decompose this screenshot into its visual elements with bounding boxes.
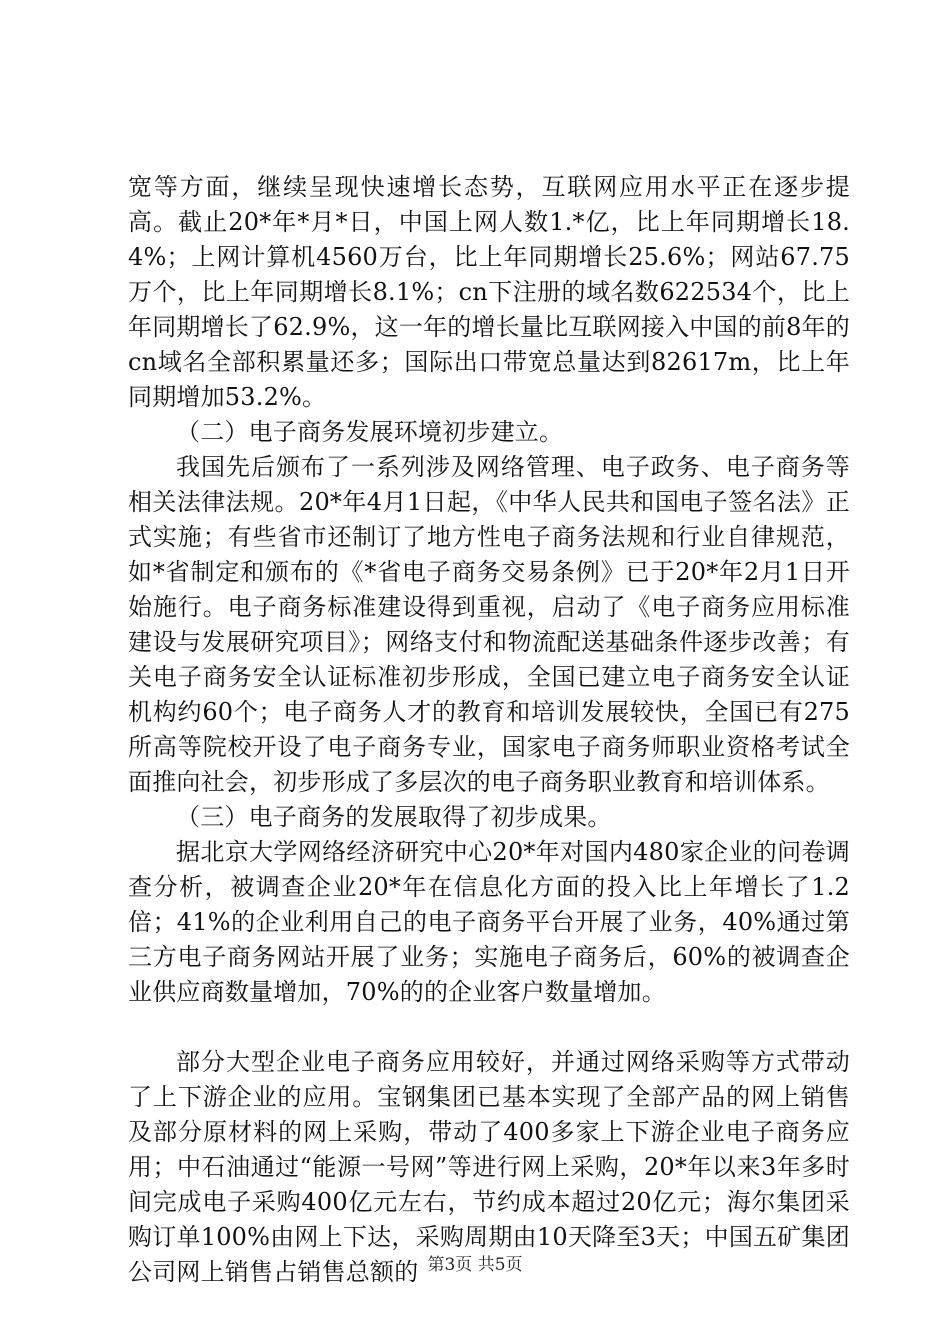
document-body: [128, 170, 850, 1290]
section-heading-3: （三）电子商务的发展取得了初步成果。: [176, 803, 612, 831]
paragraph-environment: 我国先后颁布了一系列涉及网络管理、电子政务、电子商务等相关法律法规。20*年4月1日起，《中华人民共和国电子签名法》正式实施；有些省市还制订了地方性电子商务法规和行业自律规范，如*省制定和颁布的《*省电子商务交易条例》已于20*年2月1日开始施行。电子商务标准建设得到重视，启动了《电子商务应用标准建设与发展研究项目》；网络支付和物流配送基础条件逐步改善；有关电子商务安全认证标准初步形成，全国已建立电子商务安全认证机构约60个；电子商务人才的教育和培训发展较快，全国已有275所高等院校开设了电子商务专业，国家电子商务师职业资格考试全面推向社会，初步形成了多层次的电子商务职业教育和培训体系。: [128, 453, 850, 796]
paragraph-survey: 据北京大学网络经济研究中心20*年对国内480家企业的问卷调查分析，被调查企业20*年在信息化方面的投入比上年增长了1.2倍；41%的企业利用自己的电子商务平台开展了业务，40%通过第三方电子商务网站开展了业务；实施电子商务后，60%的被调查企业供应商数量增加，70%的的企业客户数量增加。: [128, 838, 850, 1006]
page-number-footer: 第3页 共5页: [427, 1255, 523, 1275]
section-heading-2: （二）电子商务发展环境初步建立。: [176, 418, 564, 446]
paragraph-enterprises: 部分大型企业电子商务应用较好，并通过网络采购等方式带动了上下游企业的应用。宝钢集团已基本实现了全部产品的网上销售及部分原材料的网上采购，带动了400多家上下游企业电子商务应用；中石油通过“能源一号网”等进行网上采购，20*年以来3年多时间完成电子采购400亿元左右，节约成本超过20亿元；海尔集团采购订单100%由网上下达，采购周期由10天降至3天；中国五矿集团公司网上销售占销售总额的: [128, 1048, 850, 1286]
paragraph-internet-stats: 宽等方面，继续呈现快速增长态势，互联网应用水平正在逐步提高。截止20*年*月*日，中国上网人数1.*亿，比上年同期增长18.4%；上网计算机4560万台，比上年同期增长25.6%；网站67.75万个，比上年同期增长8.1%；cn下注册的域名数622534个，比上年同期增长了62.9%，这一年的增长量比互联网接入中国的前8年的cn域名全部积累量还多；国际出口带宽总量达到82617m，比上年同期增加53.2%。: [128, 173, 850, 411]
